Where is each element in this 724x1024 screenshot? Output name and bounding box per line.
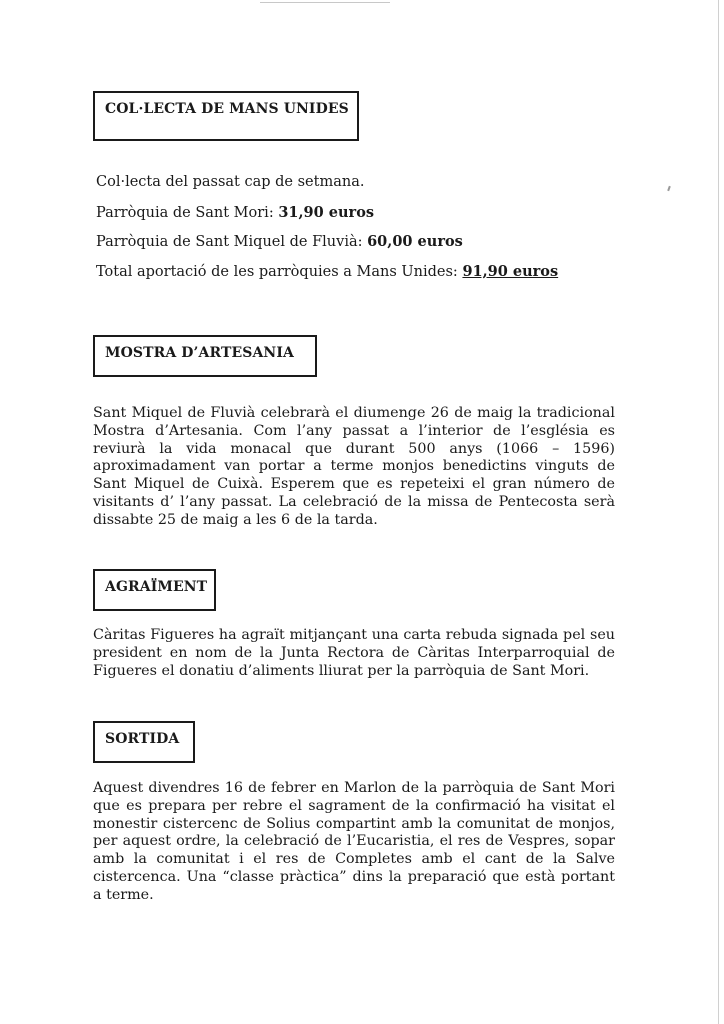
total-amount: 91,90 euros (462, 263, 559, 280)
sant-mori-amount: 31,90 euros (278, 204, 375, 221)
collecta-total-line (96, 263, 558, 280)
agraiment-heading-box (93, 569, 216, 611)
collecta-intro-text: Col·lecta del passat cap de setmana. (96, 174, 365, 190)
collecta-heading-box (93, 91, 359, 141)
mostra-heading: MOSTRA D’ARTESANIA (105, 345, 294, 361)
scan-top-rule (260, 2, 390, 3)
agraiment-heading: AGRAÏMENT (105, 579, 208, 595)
sortida-heading: SORTIDA (105, 731, 180, 747)
scan-stray-mark (667, 186, 671, 191)
collecta-heading: COL·LECTA DE MANS UNIDES (105, 101, 349, 117)
sortida-paragraph: Aquest divendres 16 de febrer en Marlon de la parròquia de Sant Mori que es prepara per rebre el sagrament de la confirmació ha visitat el monestir cistercenc de Solius compartint amb la comunitat de monjos, per aquest ordre, la celebració de l’Eucaristia, el res de Vespres, sopar amb la comunitat i el res de Completes amb el cant de la Salve cistercenca. Una “classe pràctica” dins la preparació que està portant a terme. (93, 780, 615, 903)
agraiment-paragraph: Càritas Figueres ha agraït mitjançant una carta rebuda signada pel seu president en nom de la Junta Rectora de Càritas Interparroquial de Figueres el donatiu d’aliments lliurat per la parròquia de Sant Mori. (93, 627, 615, 679)
total-label: Total aportació de les parròquies a Mans Unides: (96, 264, 463, 280)
sant-mori-label: Parròquia de Sant Mori: (96, 205, 279, 221)
collecta-sant-miquel-line (96, 233, 463, 250)
scan-right-edge (718, 0, 719, 1024)
collecta-sant-mori-line (96, 204, 374, 221)
sant-miquel-amount: 60,00 euros (367, 233, 463, 250)
mostra-heading-box (93, 335, 317, 377)
mostra-paragraph: Sant Miquel de Fluvià celebrarà el diumenge 26 de maig la tradicional Mostra d’Artesania. Com l’any passat a l’interior de l’església es reviurà la vida monacal que durant 500 anys (1066 – 1596) aproximadament van portar a terme monjos benedictins vinguts de Sant Miquel de Cuixà. Esperem que es repeteixi el gran número de visitants d’ l’any passat. La celebració de la missa de Pentecosta serà dissabte 25 de maig a les 6 de la tarda. (93, 405, 615, 528)
sortida-heading-box (93, 721, 195, 763)
collecta-intro-line (96, 174, 364, 190)
sant-miquel-label: Parròquia de Sant Miquel de Fluvià: (96, 234, 368, 250)
